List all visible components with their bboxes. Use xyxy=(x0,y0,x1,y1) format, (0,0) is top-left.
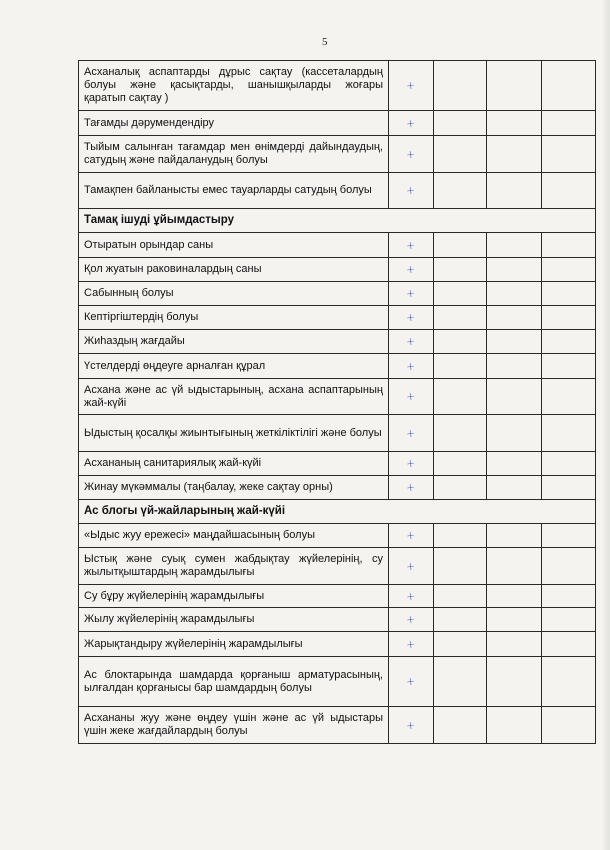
empty-evaluation-cell xyxy=(542,476,596,500)
handwritten-plus-mark: + xyxy=(405,286,417,301)
criterion-row xyxy=(79,61,596,111)
empty-evaluation-cell xyxy=(434,608,487,632)
handwritten-plus-mark: + xyxy=(405,183,417,198)
handwritten-plus-mark: + xyxy=(405,146,417,162)
empty-evaluation-cell xyxy=(542,707,596,744)
empty-evaluation-cell xyxy=(487,379,542,415)
criterion-text: Сабынның болуы xyxy=(79,282,389,306)
empty-evaluation-cell xyxy=(542,608,596,632)
page-edge-shadow xyxy=(602,0,610,850)
check-mark-cell xyxy=(389,707,434,744)
criterion-row xyxy=(79,136,596,173)
empty-evaluation-cell xyxy=(487,657,542,707)
criterion-text: Жиһаздың жағдайы xyxy=(79,330,389,354)
check-mark-cell xyxy=(389,136,434,173)
check-mark-cell xyxy=(389,452,434,476)
empty-evaluation-cell xyxy=(434,476,487,500)
criterion-row xyxy=(79,524,596,548)
criterion-text: Ыстық және суық сумен жабдықтау жүйелерінің, су жылытқыштардың жарамдылығы xyxy=(79,548,389,585)
handwritten-plus-mark: + xyxy=(405,78,417,93)
empty-evaluation-cell xyxy=(542,524,596,548)
handwritten-plus-mark: + xyxy=(405,425,417,441)
empty-evaluation-cell xyxy=(542,379,596,415)
empty-evaluation-cell xyxy=(487,111,542,136)
empty-evaluation-cell xyxy=(434,136,487,173)
criterion-text: Тағамды дәрумендендіру xyxy=(79,111,389,136)
empty-evaluation-cell xyxy=(434,61,487,111)
criterion-row xyxy=(79,330,596,354)
empty-evaluation-cell xyxy=(434,354,487,379)
check-mark-cell xyxy=(389,258,434,282)
check-mark-cell xyxy=(389,233,434,258)
check-mark-cell xyxy=(389,632,434,657)
empty-evaluation-cell xyxy=(542,354,596,379)
empty-evaluation-cell xyxy=(434,111,487,136)
handwritten-plus-mark: + xyxy=(405,558,417,574)
empty-evaluation-cell xyxy=(487,476,542,500)
criterion-text: Үстелдерді өңдеуге арналған құрал xyxy=(79,354,389,379)
criterion-row xyxy=(79,632,596,657)
empty-evaluation-cell xyxy=(487,233,542,258)
empty-evaluation-cell xyxy=(487,707,542,744)
empty-evaluation-cell xyxy=(434,452,487,476)
empty-evaluation-cell xyxy=(487,608,542,632)
handwritten-plus-mark: + xyxy=(405,334,417,349)
empty-evaluation-cell xyxy=(434,258,487,282)
criterion-text: Асхананың санитариялық жай-күйі xyxy=(79,452,389,476)
criterion-row xyxy=(79,233,596,258)
empty-evaluation-cell xyxy=(542,136,596,173)
empty-evaluation-cell xyxy=(434,657,487,707)
criterion-row xyxy=(79,258,596,282)
empty-evaluation-cell xyxy=(542,111,596,136)
empty-evaluation-cell xyxy=(434,524,487,548)
criterion-text: «Ыдыс жуу ережесі» маңдайшасының болуы xyxy=(79,524,389,548)
check-mark-cell xyxy=(389,476,434,500)
empty-evaluation-cell xyxy=(542,233,596,258)
check-mark-cell xyxy=(389,608,434,632)
handwritten-plus-mark: + xyxy=(405,358,417,374)
section-header-row xyxy=(79,209,596,233)
handwritten-plus-mark: + xyxy=(405,237,417,253)
empty-evaluation-cell xyxy=(487,632,542,657)
check-mark-cell xyxy=(389,61,434,111)
handwritten-plus-mark: + xyxy=(405,636,417,652)
criterion-text: Жылу жүйелерінің жарамдылығы xyxy=(79,608,389,632)
section-title: Ас блогы үй-жайларының жай-күйі xyxy=(79,500,596,524)
handwritten-plus-mark: + xyxy=(405,310,417,325)
check-mark-cell xyxy=(389,354,434,379)
check-mark-cell xyxy=(389,282,434,306)
criterion-text: Ас блоктарында шамдарда қорғаныш арматурасының, ылғалдан қорғанысы бар шамдардың болуы xyxy=(79,657,389,707)
empty-evaluation-cell xyxy=(434,585,487,608)
check-mark-cell xyxy=(389,306,434,330)
criterion-text: Асхананы жуу және өңдеу үшін және ас үй ыдыстары үшін жеке жағдайлардың болуы xyxy=(79,707,389,744)
empty-evaluation-cell xyxy=(434,632,487,657)
criterion-text: Жарықтандыру жүйелерінің жарамдылығы xyxy=(79,632,389,657)
empty-evaluation-cell xyxy=(542,632,596,657)
criterion-row xyxy=(79,476,596,500)
empty-evaluation-cell xyxy=(542,452,596,476)
empty-evaluation-cell xyxy=(434,173,487,209)
criterion-text: Тамақпен байланысты емес тауарларды сатудың болуы xyxy=(79,173,389,209)
check-mark-cell xyxy=(389,657,434,707)
criterion-row xyxy=(79,173,596,209)
empty-evaluation-cell xyxy=(487,354,542,379)
empty-evaluation-cell xyxy=(434,306,487,330)
empty-evaluation-cell xyxy=(434,415,487,452)
criterion-row xyxy=(79,282,596,306)
empty-evaluation-cell xyxy=(542,585,596,608)
section-header-row xyxy=(79,500,596,524)
handwritten-plus-mark: + xyxy=(405,528,417,543)
empty-evaluation-cell xyxy=(542,657,596,707)
handwritten-plus-mark: + xyxy=(405,674,417,689)
criterion-text: Су бұру жүйелерінің жарамдылығы xyxy=(79,585,389,608)
criterion-text: Тыйым салынған тағамдар мен өнімдерді дайындаудың, сатудың және пайдаланудың болуы xyxy=(79,136,389,173)
handwritten-plus-mark: + xyxy=(405,612,417,627)
section-title: Тамақ ішуді ұйымдастыру xyxy=(79,209,596,233)
empty-evaluation-cell xyxy=(542,415,596,452)
criterion-text: Ыдыстың қосалқы жиынтығының жеткіліктілігі және болуы xyxy=(79,415,389,452)
criterion-row xyxy=(79,415,596,452)
handwritten-plus-mark: + xyxy=(405,717,417,733)
empty-evaluation-cell xyxy=(487,282,542,306)
handwritten-plus-mark: + xyxy=(405,480,417,495)
empty-evaluation-cell xyxy=(542,282,596,306)
handwritten-plus-mark: + xyxy=(405,389,417,404)
empty-evaluation-cell xyxy=(487,452,542,476)
criterion-row xyxy=(79,707,596,744)
empty-evaluation-cell xyxy=(487,258,542,282)
handwritten-plus-mark: + xyxy=(405,588,417,604)
empty-evaluation-cell xyxy=(487,524,542,548)
criterion-row xyxy=(79,452,596,476)
criterion-row xyxy=(79,354,596,379)
empty-evaluation-cell xyxy=(434,282,487,306)
criterion-text: Кептіргіштердің болуы xyxy=(79,306,389,330)
inspection-checklist-table xyxy=(78,60,596,744)
criterion-row xyxy=(79,657,596,707)
criterion-text: Отыратын орындар саны xyxy=(79,233,389,258)
empty-evaluation-cell xyxy=(487,306,542,330)
criterion-row xyxy=(79,306,596,330)
criterion-row xyxy=(79,608,596,632)
check-mark-cell xyxy=(389,415,434,452)
check-mark-cell xyxy=(389,379,434,415)
empty-evaluation-cell xyxy=(542,306,596,330)
empty-evaluation-cell xyxy=(487,173,542,209)
criterion-row xyxy=(79,585,596,608)
empty-evaluation-cell xyxy=(434,330,487,354)
empty-evaluation-cell xyxy=(542,330,596,354)
empty-evaluation-cell xyxy=(434,233,487,258)
handwritten-plus-mark: + xyxy=(405,115,417,131)
criterion-text: Асхана және ас үй ыдыстарының, асхана аспаптарының жай-күйі xyxy=(79,379,389,415)
criterion-text: Асханалық аспаптарды дұрыс сақтау (кассеталардың болуы және қасықтарды, шанышқыларды жоғары қаратып сақтау ) xyxy=(79,61,389,111)
empty-evaluation-cell xyxy=(487,415,542,452)
check-mark-cell xyxy=(389,548,434,585)
empty-evaluation-cell xyxy=(542,173,596,209)
empty-evaluation-cell xyxy=(487,585,542,608)
empty-evaluation-cell xyxy=(434,707,487,744)
page-number: 5 xyxy=(322,36,328,48)
check-mark-cell xyxy=(389,524,434,548)
empty-evaluation-cell xyxy=(487,136,542,173)
criterion-text: Жинау мүкәммалы (таңбалау, жеке сақтау орны) xyxy=(79,476,389,500)
check-mark-cell xyxy=(389,585,434,608)
empty-evaluation-cell xyxy=(434,548,487,585)
empty-evaluation-cell xyxy=(487,330,542,354)
empty-evaluation-cell xyxy=(542,548,596,585)
criterion-row xyxy=(79,379,596,415)
criterion-text: Қол жуатын раковиналардың саны xyxy=(79,258,389,282)
handwritten-plus-mark: + xyxy=(405,456,417,471)
criterion-row xyxy=(79,548,596,585)
empty-evaluation-cell xyxy=(434,379,487,415)
empty-evaluation-cell xyxy=(542,258,596,282)
criterion-row xyxy=(79,111,596,136)
empty-evaluation-cell xyxy=(487,61,542,111)
check-mark-cell xyxy=(389,173,434,209)
empty-evaluation-cell xyxy=(487,548,542,585)
empty-evaluation-cell xyxy=(542,61,596,111)
handwritten-plus-mark: + xyxy=(405,262,417,277)
check-mark-cell xyxy=(389,330,434,354)
check-mark-cell xyxy=(389,111,434,136)
